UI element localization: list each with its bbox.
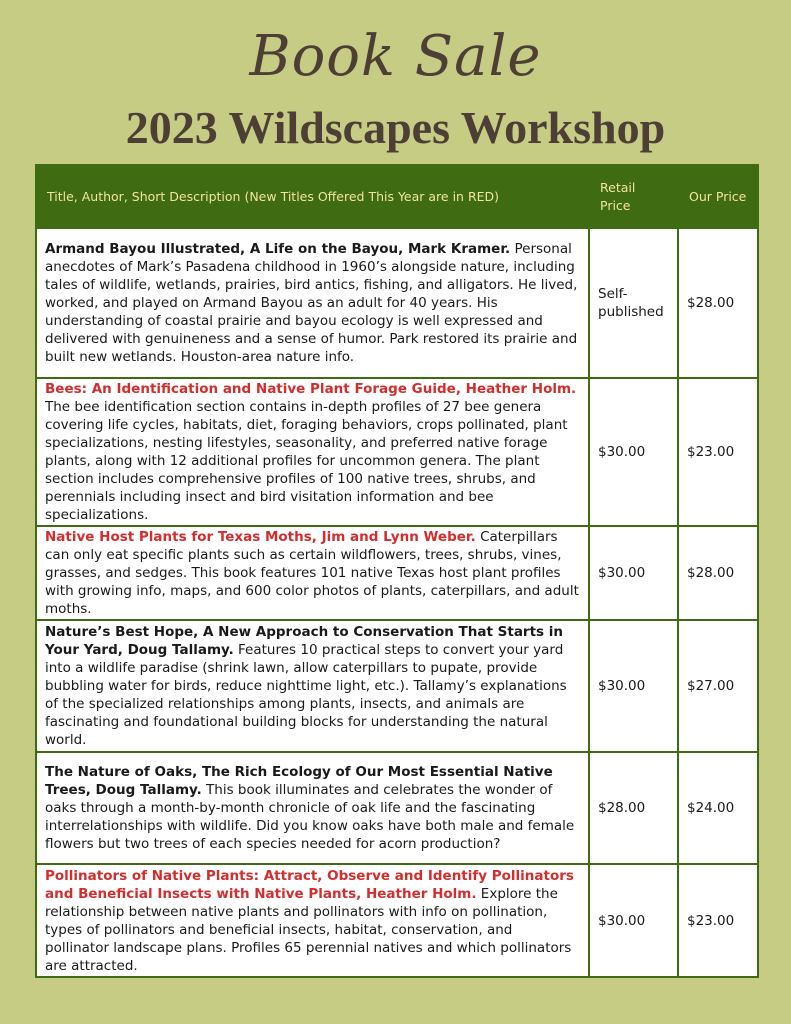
book-title: Bees: An Identification and Native Plant Forage Guide, Heather Holm. — [45, 381, 577, 397]
book-description: Explore the relationship between native plants and pollinators with info on pollination, types of pollinators and beneficial insects, habitat, conservation, and pollinator landscape plans. Profiles 65 perennial natives and which pollinators are attracted. — [45, 885, 572, 974]
book-cell — [36, 378, 589, 526]
book-title: Native Host Plants for Texas Moths, Jim and Lynn Weber. — [45, 529, 476, 545]
book-title: Armand Bayou Illustrated, A Life on the Bayou, Mark Kramer. — [45, 241, 511, 257]
book-cell — [36, 620, 589, 752]
retail-price: $30.00 — [589, 378, 678, 526]
book-description: Personal anecdotes of Mark’s Pasadena childhood in 1960’s alongside nature, including tales of wildlife, wetlands, prairies, bird antics, fishing, and alligators. He lived, worked, and played on Armand Bayou as an adult for 40 years. His understanding of coastal prairie and bayou ecology is well expressed and delivered with genuineness and a sense of humor. Park restored its prairie and built new wetlands. Houston-area nature info. — [45, 241, 578, 365]
book-cell — [36, 864, 589, 977]
book-cell — [36, 228, 589, 378]
our-price: $28.00 — [678, 228, 758, 378]
our-price: $23.00 — [678, 864, 758, 977]
book-cell — [36, 526, 589, 620]
table-row — [36, 526, 758, 620]
retail-price: $28.00 — [589, 752, 678, 864]
book-description: Features 10 practical steps to convert your yard into a wildlife paradise (shrink lawn, allow caterpillars to pupate, provide bubbling water for birds, reduce nighttime light, etc.). Tallamy’s explanations of the specialized relationships among plants, insects, and animals are fascinating and foundational building blocks for understanding the natural world. — [45, 642, 567, 748]
book-table — [35, 164, 759, 978]
our-price: $24.00 — [678, 752, 758, 864]
book-description: The bee identification section contains in-depth profiles of 27 bee genera covering life cycles, habitats, diet, foraging behaviors, crops pollinated, plant specializations, nesting lifestyles, seasonality, and preferred native forage plants, along with 12 additional profiles for uncommon genera. The plant section includes comprehensive profiles of 100 native trees, shrubs, and perennials including insect and bird visitation information and bee specializations. — [45, 399, 568, 523]
retail-price: Self-published — [589, 228, 678, 378]
column-header-our-price: Our Price — [678, 165, 758, 228]
column-header-description: Title, Author, Short Description (New Titles Offered This Year are in RED) — [36, 165, 589, 228]
book-description: Caterpillars can only eat specific plants such as certain wildflowers, trees, shrubs, vines, grasses, and sedges. This book features 101 native Texas host plant profiles with growing info, maps, and 600 color photos of plants, caterpillars, and adult moths. — [45, 529, 579, 617]
our-price: $23.00 — [678, 378, 758, 526]
column-header-retail-price: Retail Price — [589, 165, 678, 228]
retail-price: $30.00 — [589, 526, 678, 620]
table-header-row — [36, 165, 758, 228]
page-title: 2023 Wildscapes Workshop — [125, 102, 666, 153]
table-row — [36, 752, 758, 864]
retail-price: $30.00 — [589, 620, 678, 752]
table-row — [36, 864, 758, 977]
book-title: Nature’s Best Hope, A New Approach to Conservation That Starts in Your Yard, Doug Tallamy. — [45, 624, 564, 658]
our-price: $28.00 — [678, 526, 758, 620]
table-row — [36, 378, 758, 526]
table-row — [36, 620, 758, 752]
our-price: $27.00 — [678, 620, 758, 752]
retail-price: $30.00 — [589, 864, 678, 977]
book-cell — [36, 752, 589, 864]
book-description: This book illuminates and celebrates the wonder of oaks through a month-by-month chronicle of oak life and the fascinating interrelationships with wildlife. Did you know oaks have both male and female flowers but two trees of each species needed for acorn production? — [45, 782, 575, 852]
book-title: Pollinators of Native Plants: Attract, Observe and Identify Pollinators and Beneficial Insects with Native Plants, Heather Holm. — [45, 867, 574, 902]
table-row — [36, 228, 758, 378]
script-title: Book Sale — [249, 24, 542, 89]
book-title: The Nature of Oaks, The Rich Ecology of Our Most Essential Native Trees, Doug Tallamy. — [45, 764, 553, 798]
